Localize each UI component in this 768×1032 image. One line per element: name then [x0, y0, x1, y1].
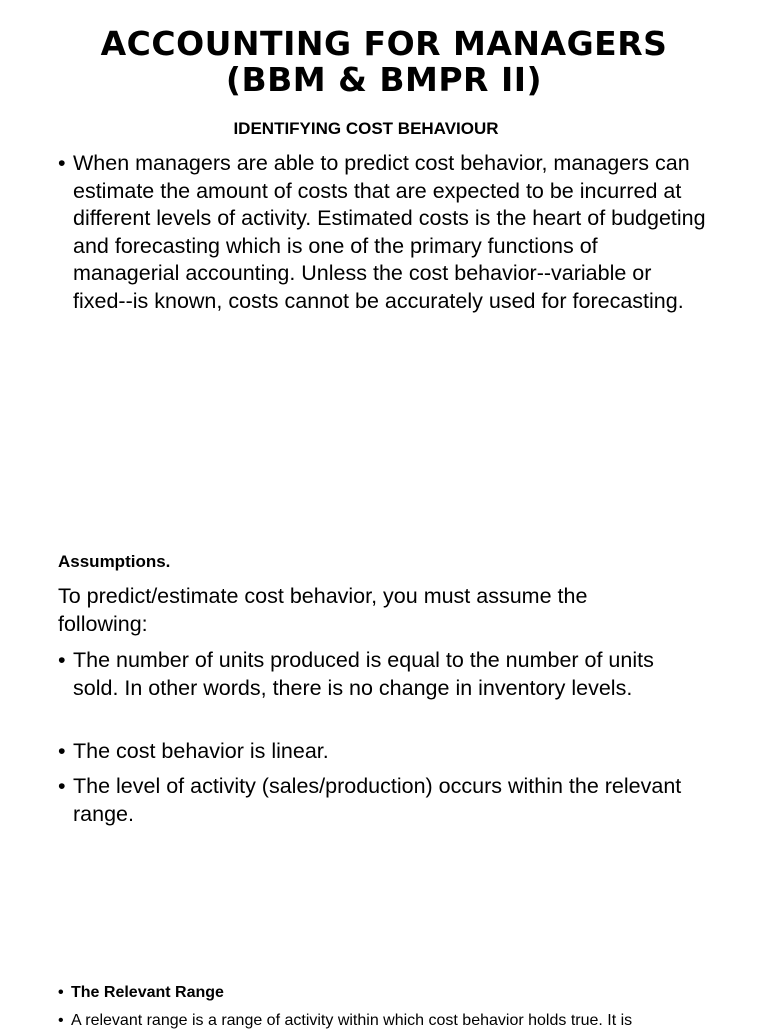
- title-line-1: ACCOUNTING FOR MANAGERS: [100, 24, 668, 63]
- assumption-item-text: The level of activity (sales/production) occurs within the relevant range.: [73, 774, 682, 826]
- bullet-symbol: •: [58, 739, 66, 763]
- document-title: [0, 26, 768, 98]
- title-line-2: (BBM & BMPR II): [225, 60, 543, 99]
- assumption-item: [58, 647, 698, 702]
- bullet-symbol: •: [58, 151, 66, 175]
- assumptions-heading: Assumptions.: [58, 552, 171, 571]
- assumptions-intro: To predict/estimate cost behavior, you must assume the following:: [58, 584, 588, 636]
- assumption-item: [58, 773, 698, 828]
- relevant-range-heading-text: The Relevant Range: [71, 984, 224, 1001]
- intro-bullet-text: When managers are able to predict cost behavior, managers can estimate the amount of costs that are expected to be incurred at different levels of activity. Estimated costs is the heart of budgeting and forecasting which is one of the primary functions of managerial accounting. Unless the cost behavior--variable or fixed--is known, costs cannot be accurately used for forecasting.: [73, 151, 706, 313]
- bullet-symbol: •: [58, 1012, 64, 1029]
- bullet-symbol: •: [58, 984, 64, 1001]
- relevant-range-text: [58, 1010, 632, 1032]
- assumption-item-text: The number of units produced is equal to the number of units sold. In other words, there is no change in inventory levels.: [73, 648, 654, 700]
- intro-bullet: [58, 150, 708, 315]
- assumption-item: [58, 738, 698, 766]
- assumption-item-text: The cost behavior is linear.: [73, 739, 329, 763]
- bullet-symbol: •: [58, 774, 66, 798]
- bullet-symbol: •: [58, 648, 66, 672]
- relevant-range-text-content: A relevant range is a range of activity within which cost behavior holds true. It is: [71, 1012, 633, 1029]
- relevant-range-heading: [58, 982, 224, 1004]
- section-subtitle: IDENTIFYING COST BEHAVIOUR: [233, 119, 499, 138]
